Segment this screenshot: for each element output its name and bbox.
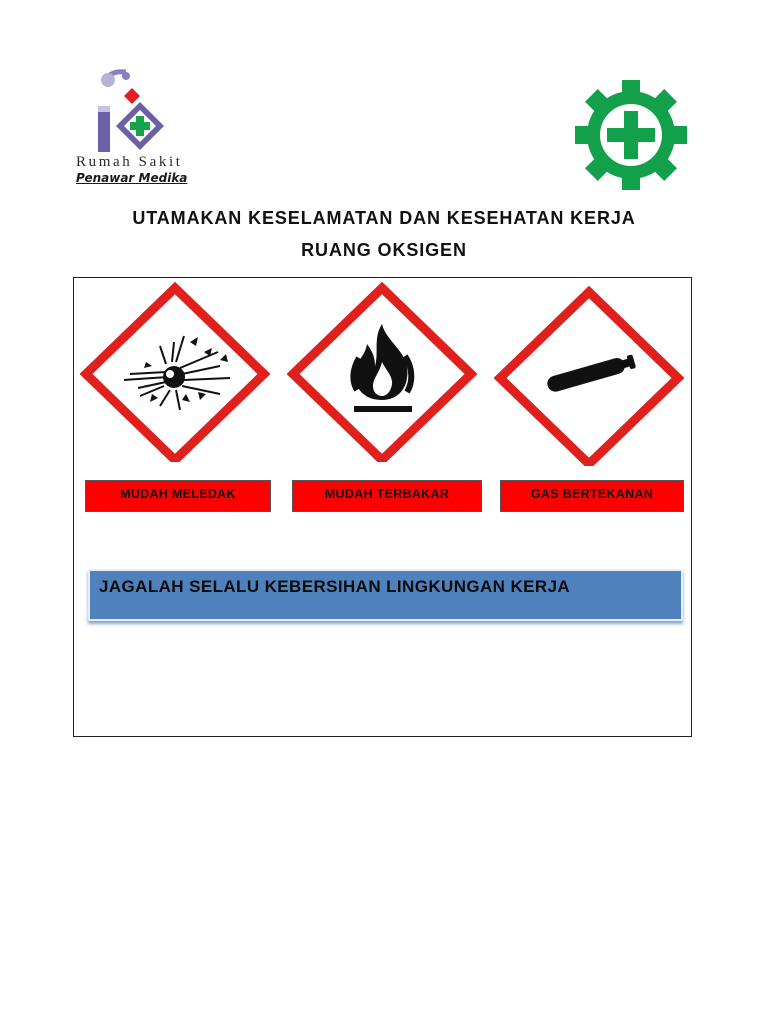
label-flammable: MUDAH TERBAKAR (292, 480, 482, 512)
k3-logo (571, 80, 691, 190)
hospital-emblem-icon (94, 66, 174, 156)
cleanliness-banner: JAGALAH SELALU KEBERSIHAN LINGKUNGAN KERJA (88, 569, 683, 621)
hazard-panel (73, 277, 692, 737)
label-gas-pressure: GAS BERTEKANAN (500, 480, 684, 512)
page-subtitle: RUANG OKSIGEN (301, 240, 467, 260)
gas-cylinder-icon (494, 286, 684, 466)
hazard-explosive (80, 282, 270, 462)
hazard-flammable (287, 282, 477, 462)
hospital-logo (74, 66, 194, 188)
hazard-gas-pressure (494, 286, 684, 466)
explosive-icon (80, 282, 270, 462)
flame-icon (287, 282, 477, 462)
green-gear-cross-icon (571, 80, 691, 190)
page-title: UTAMAKAN KESELAMATAN DAN KESEHATAN KERJA (132, 208, 636, 228)
hospital-name: Rumah Sakit (76, 154, 183, 170)
hospital-subname: Penawar Medika (76, 171, 188, 185)
label-explosive: MUDAH MELEDAK (85, 480, 271, 512)
